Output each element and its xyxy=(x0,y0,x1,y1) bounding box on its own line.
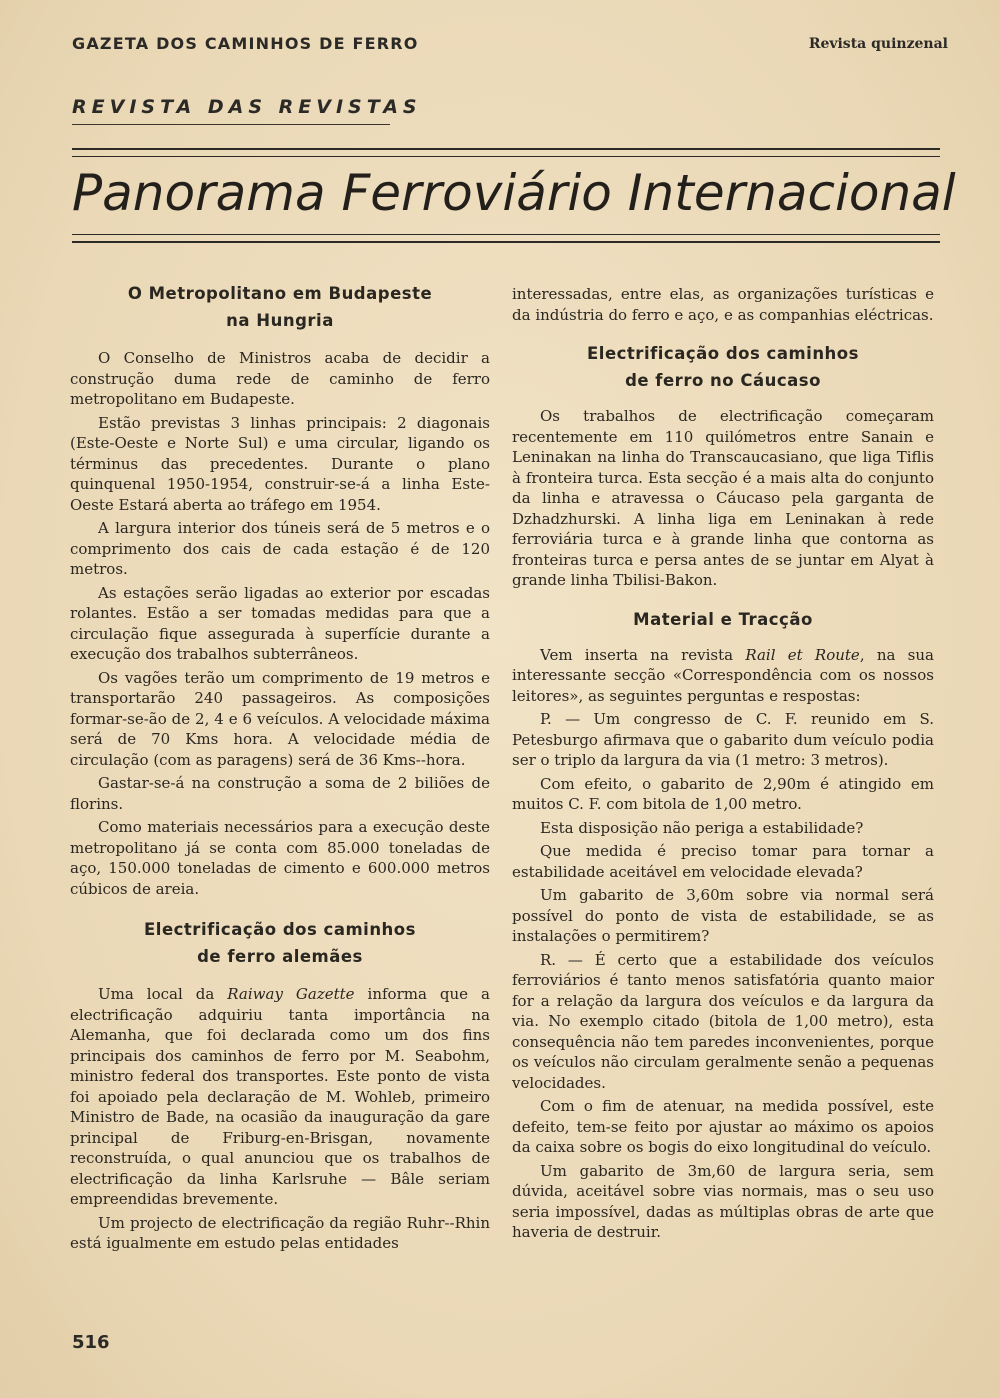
heading-line: na Hungria xyxy=(226,311,334,330)
text: informa que a electrificação adquiriu tanta importância na Alemanha, que foi declarada como um dos fins principais dos caminhos de ferro por M. Seabohm, ministro federal dos transportes. Este ponto de vista foi apoiado pela declaração de M. Wohleb, primeiro Ministro de Bade, na ocasião da inauguração da gare principal de Friburg-en-Brisgan, novamente reconstruída, o qual anunciou que os trabalhos de electrificação da linha Karlsruhe — Bâle seriam empreendidas brevemente. xyxy=(70,985,490,1208)
journal-tagline: Revista quinzenal xyxy=(808,36,948,52)
spacer xyxy=(512,328,934,340)
right-column xyxy=(512,284,934,1246)
heading-metropolitano xyxy=(70,280,490,334)
text: Vem inserta na revista xyxy=(540,645,746,664)
paragraph: As estações serão ligadas ao exterior por escadas rolantes. Estão a ser tomadas medidas para que a circulação fique assegurada à superfície durante a execução dos trabalhos subterrâneos. xyxy=(70,583,490,663)
heading-line: Electrificação dos caminhos xyxy=(144,920,416,939)
paragraph: Com efeito, o gabarito de 2,90m é atingido em muitos C. F. com bitola de 1,00 metro. xyxy=(512,774,934,813)
heading-electrificacao-caucaso xyxy=(512,340,934,394)
spacer xyxy=(512,633,934,645)
heading-line: de ferro no Cáucaso xyxy=(625,371,821,390)
paragraph: Com o fim de atenuar, na medida possível, este defeito, tem-se feito por ajustar ao máximo os apoios da caixa sobre os bogis do eixo longitudinal do veículo. xyxy=(512,1097,934,1156)
paragraph: Estão previstas 3 linhas principais: 2 diagonais (Este-Oeste e Norte Sul) e uma circular, ligando os términus das precedentes. Durante o plano quinquenal 1950-1954, construir-se-á a linha Este-Oeste Estará aberta ao tráfego em 1954. xyxy=(70,413,490,514)
spacer xyxy=(512,594,934,606)
publication-name: Rail et Route xyxy=(745,645,860,664)
left-column xyxy=(70,280,490,1257)
paragraph: Gastar-se-á na construção a soma de 2 biliões de florins. xyxy=(70,774,490,813)
page-number: 516 xyxy=(72,1332,110,1353)
paragraph: P. — Um congresso de C. F. reunido em S. Petesburgo afirmava que o gabarito dum veículo podia ser o triplo da largura da via (1 metro: 3 metros). xyxy=(512,710,934,769)
heading-line: O Metropolitano em Budapeste xyxy=(127,284,433,303)
heading-line: Electrificação dos caminhos xyxy=(587,344,859,363)
paragraph: Um projecto de electrificação da região Ruhr--Rhin está igualmente em estudo pelas entidades xyxy=(70,1213,490,1252)
text: Uma local da xyxy=(98,985,228,1003)
paragraph: interessadas, entre elas, as organizações turísticas e da indústria do ferro e aço, e as companhias eléctricas. xyxy=(512,285,934,324)
spacer xyxy=(70,902,490,916)
text: , na sua interessante secção «Correspondência com os nossos leitores», as seguintes perguntas e respostas: xyxy=(512,645,934,705)
spacer xyxy=(512,394,934,406)
heading-material-traccao: Material e Tracção xyxy=(633,609,813,629)
spacer xyxy=(70,334,490,348)
publication-name: Raiway Gazette xyxy=(227,985,355,1003)
paragraph: Um gabarito de 3,60m sobre via normal será possível do ponto de vista de estabilidade, se as instalações o permitirem? xyxy=(512,886,934,945)
journal-name: GAZETA DOS CAMINHOS DE FERRO xyxy=(72,34,419,53)
spacer xyxy=(70,970,490,984)
section-underline xyxy=(72,124,390,125)
paragraph: Como materiais necessários para a execução deste metropolitano já se conta com 85.000 toneladas de aço, 150.000 toneladas de cimento e 600.000 metros cúbicos de areia. xyxy=(70,818,490,898)
paragraph xyxy=(512,645,934,707)
heading-electrificacao-alemaes xyxy=(70,916,490,970)
paragraph: O Conselho de Ministros acaba de decidir a construção duma rede de caminho de ferro metropolitano em Budapeste. xyxy=(70,349,490,408)
title-rule-top xyxy=(72,148,940,157)
title-rule-bottom xyxy=(72,234,940,243)
heading-line: de ferro alemães xyxy=(197,947,363,966)
section-heading: REVISTA DAS REVISTAS xyxy=(72,96,422,118)
paragraph: Os vagões terão um comprimento de 19 metros e transportarão 240 passageiros. As composições formar-se-ão de 2, 4 e 6 veículos. A velocidade máxima será de 70 Kms hora. A velocidade média de circulação (com as paragens) será de 36 Kms--hora. xyxy=(70,668,490,769)
paragraph xyxy=(70,984,490,1210)
paragraph: A largura interior dos túneis será de 5 metros e o comprimento dos cais de cada estação é de 120 metros. xyxy=(70,519,490,578)
paragraph: Esta disposição não periga a estabilidade? xyxy=(540,818,864,837)
paragraph: Os trabalhos de electrificação começaram recentemente em 110 quilómetros entre Sanain e Leninakan na linha do Transcaucasiano, que liga Tiflis à fronteira turca. Esta secção é a mais alta do conjunto da linha e atravessa o Cáucaso pela garganta de Dzhadzhurski. A linha liga em Leninakan à rede ferroviária turca e à grande linha que contorna as fronteiras turca e persa antes de se juntar em Alyat à grande linha Tbilisi-Bakon. xyxy=(512,407,934,589)
article-title: Panorama Ferroviário Internacional xyxy=(72,164,956,222)
paragraph: R. — É certo que a estabilidade dos veículos ferroviários é tanto menos satisfatória quanto maior for a relação da largura dos veículos e da largura da via. No exemplo citado (bitola de 1,00 metro), esta consequência não tem paredes inconvenientes, porque os veículos não circulam geralmente senão a pequenas velocidades. xyxy=(512,950,934,1092)
paragraph: Que medida é preciso tomar para tornar a estabilidade aceitável em velocidade elevada? xyxy=(512,842,934,881)
paragraph: Um gabarito de 3m,60 de largura seria, sem dúvida, aceitável sobre vias normais, mas o seu uso seria impossível, dadas as múltiplas obras de arte que haveria de destruir. xyxy=(512,1161,934,1241)
